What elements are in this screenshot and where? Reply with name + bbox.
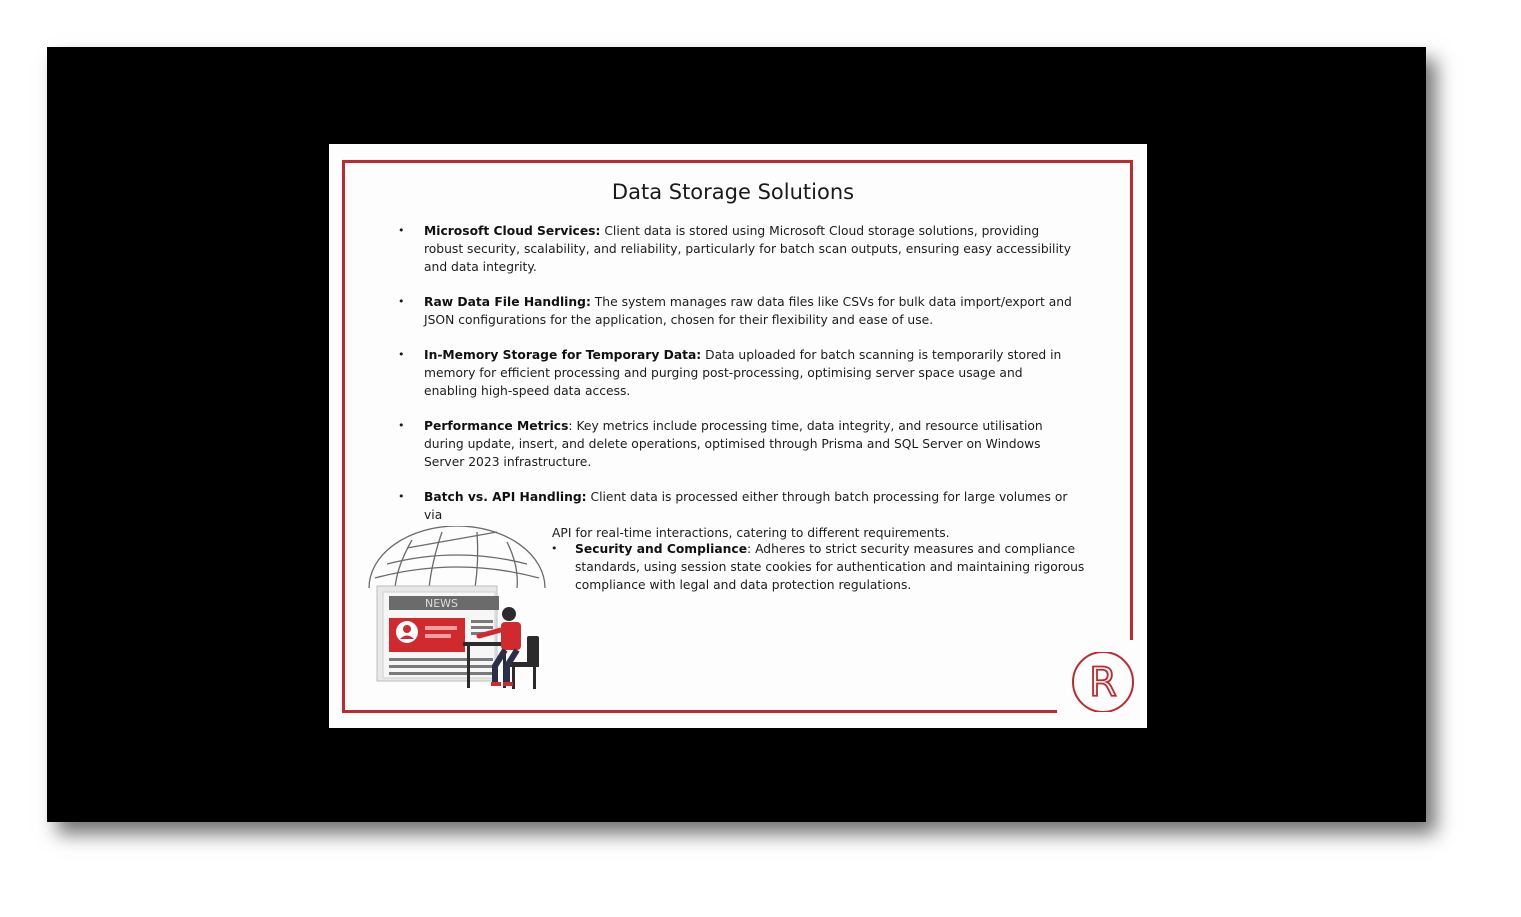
- bullet-title: In-Memory Storage for Temporary Data:: [424, 348, 702, 362]
- bullet-text: : Key metrics include processing time, data integrity, and resource utilisation during update, insert, and delete operations, optimised through Prisma and SQL Server on Windows Server 2023 infrastructure.: [424, 419, 1043, 469]
- bullet-icon: •: [551, 542, 558, 555]
- company-logo: [1070, 652, 1136, 712]
- bullet-text: Client data is stored using Microsoft Cloud storage solutions, providing robust security, scalability, and reliability, particularly for batch scan outputs, ensuring easy accessibility and data integrity.: [424, 224, 1071, 274]
- bullet-title: Batch vs. API Handling:: [424, 490, 587, 504]
- bullet-title: Microsoft Cloud Services:: [424, 224, 601, 238]
- bullet-security: [550, 540, 1095, 594]
- slide-border-bottom: [342, 710, 1057, 713]
- bullet-in-memory: [397, 346, 1073, 400]
- bullet-icon: •: [398, 224, 405, 237]
- news-sign-text: NEWS: [425, 597, 459, 610]
- bullet-performance: [397, 417, 1073, 471]
- bullet-icon: •: [398, 490, 405, 503]
- news-reader-illustration: [367, 526, 557, 691]
- slide-border-top: [342, 160, 1133, 163]
- bullet-icon: •: [398, 295, 405, 308]
- slide-title: Data Storage Solutions: [611, 180, 855, 204]
- bullet-icon: •: [398, 419, 405, 432]
- bullet-title: Security and Compliance: [575, 542, 748, 556]
- bullet-text: : Adheres to strict security measures and compliance standards, using session state cookies for authentication and maintaining rigorous compliance with legal and data protection regulations.: [575, 542, 1085, 592]
- bullet-text: Client data is processed either through batch processing for large volumes or via: [424, 490, 1068, 522]
- slide-border-right: [1130, 160, 1133, 640]
- bullet-text: Data uploaded for batch scanning is temporarily stored in memory for efficient processing and purging post-processing, optimising server space usage and enabling high-speed data access.: [424, 348, 1062, 398]
- presentation-slide: [329, 144, 1147, 728]
- bullet-list: [397, 222, 1073, 559]
- bullet-title: Performance Metrics: [424, 419, 569, 433]
- globe-icon: [369, 526, 545, 588]
- bullet-raw-data: [397, 293, 1073, 329]
- bullet-text: The system manages raw data files like CSVs for bulk data import/export and JSON configurations for the application, chosen for their flexibility and ease of use.: [424, 295, 1072, 327]
- logo-letter: R: [1089, 660, 1117, 706]
- bullet-text-continued: API for real-time interactions, catering to different requirements.: [552, 526, 950, 540]
- bullet-title: Raw Data File Handling:: [424, 295, 591, 309]
- slide-border-left: [342, 160, 345, 713]
- bullet-microsoft-cloud: [397, 222, 1073, 276]
- bullet-icon: •: [398, 348, 405, 361]
